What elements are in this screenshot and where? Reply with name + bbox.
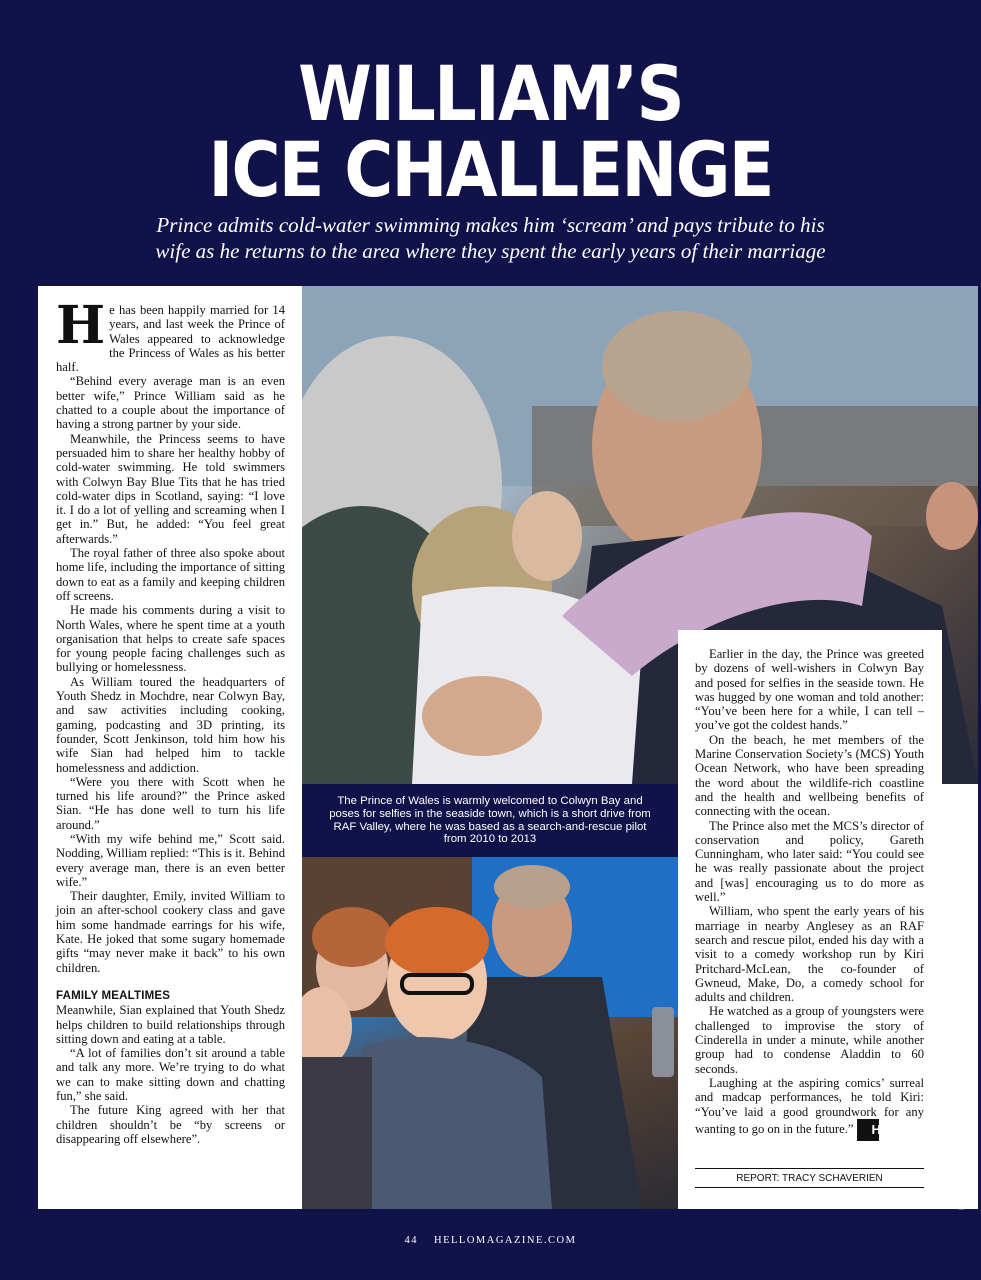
photo-credit: PHOTOS: OLIVER TURRELL, PA IMAGES	[956, 1047, 966, 1210]
article-paragraph	[56, 295, 285, 375]
article-paragraph: “A lot of families don’t sit around a table and talk any more. We’re trying to do what we can to make sitting down and chatting fun,” she said.	[56, 1046, 285, 1104]
photo-prince-selfie	[302, 857, 678, 1209]
article-paragraph: “Were you there with Scott when he turned his life around?” the Prince asked Sian. “He has done well to turn his life around.”	[56, 774, 285, 832]
headline-line-1: WILLIAM’S	[298, 49, 683, 138]
article-paragraph: William, who spent the early years of his marriage in nearby Anglesey as an RAF search and rescue pilot, ended his day with a visit to a comedy workshop run by Kiri Pritchard-McLean, the co-founder of Gwneud, Make, Do, a comedy school for adults and children.	[695, 904, 924, 1005]
article-last-paragraph-text: Laughing at the aspiring comics’ surreal and madcap performances, he told Kiri: “You’ve laid a good groundwork for any wanting to go on in the future.”	[695, 1075, 924, 1136]
article-paragraph: He made his comments during a visit to North Wales, where he spent time at a youth organisation that helps to create safe spaces for young people facing challenges such as bullying or homelessness.	[56, 603, 285, 675]
end-mark-logo: H	[857, 1119, 879, 1141]
footer-site: HELLOMAGAZINE.COM	[434, 1235, 577, 1246]
report-credit: REPORT: TRACY SCHAVERIEN	[695, 1168, 924, 1188]
article-paragraph: The royal father of three also spoke about home life, including the importance of sitting down to eat as a family and keeping children off screens.	[56, 546, 285, 603]
headline-line-2: ICE CHALLENGE	[208, 125, 773, 214]
article-paragraph: Their daughter, Emily, invited William to join an after-school cookery class and gave him some handmade earrings for his wife, Kate. He joked that some sugary homemade gifts “may never make it back” to his own children.	[56, 889, 285, 975]
photo-prince-selfie-illustration	[302, 857, 678, 1209]
page-number: 44	[404, 1235, 419, 1246]
article-paragraph: Meanwhile, Sian explained that Youth Shedz helps children to build relationships through sitting down and eating at a table.	[56, 1003, 285, 1046]
standfirst-line-1: Prince admits cold-water swimming makes him ‘scream’ and pays tribute to his	[156, 213, 825, 237]
page-footer	[0, 1235, 981, 1246]
article-column-left	[56, 295, 285, 1146]
article-paragraph: The Prince also met the MCS’s director of conservation and policy, Gareth Cunningham, who later said: “You could see he was really passionate about the project and [was] encouraging us to do more as well.”	[695, 818, 924, 905]
article-paragraph: As William toured the headquarters of Youth Shedz in Mochdre, near Colwyn Bay, and saw activities including cooking, gaming, podcasting and 3D printing, its founder, Scott Jenkinson, told him how his wife Sian had helped him to tackle homelessness and addiction.	[56, 674, 285, 775]
article-paragraph	[695, 1076, 924, 1141]
drop-cap: H	[56, 295, 106, 356]
article-paragraph: On the beach, he met members of the Marine Conservation Society’s (MCS) Youth Ocean Network, who have been spreading the word about the wildlife-rich coastline and the health and wellbeing benefits of connecting with the ocean.	[695, 732, 924, 819]
article-paragraph: “With my wife behind me,” Scott said. Nodding, William replied: “This is it. Behind every average man, there is an even better wife.”	[56, 831, 285, 889]
article-subhead: FAMILY MEALTIMES	[56, 989, 171, 1002]
article-paragraph-text: e has been happily married for 14 years, and last week the Prince of Wales appeared to acknowledge the Princess of Wales as his better half.	[56, 303, 285, 375]
article-column-right	[695, 647, 924, 1141]
headline	[59, 49, 922, 214]
article-paragraph: “Behind every average man is an even better wife,” Prince William said as he chatted to a couple about the importance of having a strong partner by your side.	[56, 374, 285, 432]
article-paragraph: The future King agreed with her that children shouldn’t be “by screens or disappearing off elsewhere”.	[56, 1103, 285, 1146]
article-paragraph: Earlier in the day, the Prince was greeted by dozens of well-wishers in Colwyn Bay and posed for selfies in the seaside town. He was hugged by one woman and told another: “You’ve been here for a while, I can tell – you’ve got the coldest hands.”	[695, 647, 924, 733]
standfirst-line-2: wife as he returns to the area where they spent the early years of their marriage	[155, 239, 826, 263]
standfirst	[60, 212, 921, 264]
article-paragraph: Meanwhile, the Princess seems to have persuaded him to share her healthy hobby of cold-water swimming. He told swimmers with Colwyn Bay Blue Tits that he has tried cold-water dips in Scotland, saying: “I love it. I do a lot of yelling and screaming when I get in.” But, he added: “You feel great afterwards.”	[56, 431, 285, 546]
photo-caption: The Prince of Wales is warmly welcomed to Colwyn Bay and poses for selfies in the seaside town, which is a short drive from RAF Valley, where he was based as a search-and-rescue pilot from 2010 to 2013	[302, 784, 678, 857]
article-paragraph: He watched as a group of youngsters were challenged to improvise the story of Cinderella in under a minute, while another group had to condense Aladdin to 60 seconds.	[695, 1004, 924, 1076]
